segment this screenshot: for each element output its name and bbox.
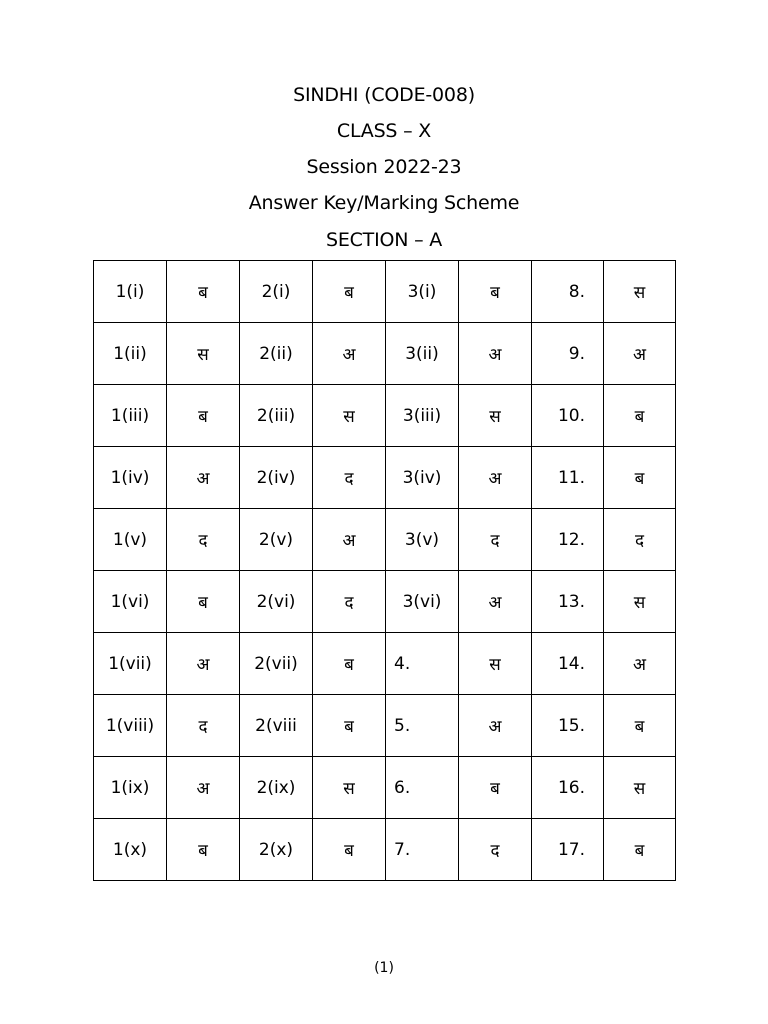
answer-cell: ब	[459, 261, 532, 323]
table-row	[94, 633, 676, 695]
question-number-cell: 10.	[532, 385, 604, 447]
answer-cell: अ	[167, 757, 240, 819]
answer-cell: द	[313, 571, 386, 633]
question-number-cell: 2(v)	[240, 509, 313, 571]
table-row	[94, 695, 676, 757]
question-number-cell: 8.	[532, 261, 604, 323]
question-number-cell: 2(i)	[240, 261, 313, 323]
table-row	[94, 757, 676, 819]
answer-cell: द	[167, 695, 240, 757]
question-number-cell: 13.	[532, 571, 604, 633]
answer-cell: स	[604, 261, 676, 323]
answer-cell: द	[167, 509, 240, 571]
question-number-cell: 7.	[386, 819, 459, 881]
question-number-cell: 1(ix)	[94, 757, 167, 819]
question-number-cell: 2(viii	[240, 695, 313, 757]
question-number-cell: 14.	[532, 633, 604, 695]
answer-cell: अ	[604, 323, 676, 385]
question-number-cell: 5.	[386, 695, 459, 757]
answer-cell: स	[459, 385, 532, 447]
question-number-cell: 3(iv)	[386, 447, 459, 509]
answer-cell: ब	[459, 757, 532, 819]
answer-cell: अ	[459, 571, 532, 633]
question-number-cell: 16.	[532, 757, 604, 819]
answer-cell: स	[313, 385, 386, 447]
question-number-cell: 15.	[532, 695, 604, 757]
answer-cell: ब	[167, 819, 240, 881]
question-number-cell: 1(iii)	[94, 385, 167, 447]
answer-cell: ब	[604, 819, 676, 881]
question-number-cell: 1(viii)	[94, 695, 167, 757]
answer-cell: अ	[167, 633, 240, 695]
answer-cell: अ	[459, 695, 532, 757]
answer-cell: स	[604, 757, 676, 819]
table-row	[94, 385, 676, 447]
table-row	[94, 819, 676, 881]
question-number-cell: 2(ix)	[240, 757, 313, 819]
answer-cell: अ	[459, 323, 532, 385]
answer-cell: स	[604, 571, 676, 633]
answer-key-heading: Answer Key/Marking Scheme	[248, 192, 520, 214]
answer-cell: द	[313, 447, 386, 509]
section-heading: SECTION – A	[325, 229, 443, 251]
answer-cell: ब	[313, 261, 386, 323]
table-row	[94, 261, 676, 323]
answer-key-body	[94, 261, 676, 881]
page-number: (1)	[374, 960, 394, 976]
question-number-cell: 4.	[386, 633, 459, 695]
question-number-cell: 2(vii)	[240, 633, 313, 695]
question-number-cell: 2(vi)	[240, 571, 313, 633]
table-row	[94, 571, 676, 633]
question-number-cell: 2(x)	[240, 819, 313, 881]
question-number-cell: 6.	[386, 757, 459, 819]
question-number-cell: 3(iii)	[386, 385, 459, 447]
answer-cell: अ	[459, 447, 532, 509]
answer-cell: ब	[313, 695, 386, 757]
answer-cell: स	[459, 633, 532, 695]
answer-cell: द	[604, 509, 676, 571]
question-number-cell: 11.	[532, 447, 604, 509]
class-heading: CLASS – X	[336, 120, 432, 142]
table-row	[94, 447, 676, 509]
question-number-cell: 17.	[532, 819, 604, 881]
question-number-cell: 1(x)	[94, 819, 167, 881]
question-number-cell: 1(vii)	[94, 633, 167, 695]
question-number-cell: 3(ii)	[386, 323, 459, 385]
question-number-cell: 3(vi)	[386, 571, 459, 633]
table-row	[94, 323, 676, 385]
answer-cell: ब	[313, 819, 386, 881]
answer-cell: अ	[604, 633, 676, 695]
answer-cell: अ	[313, 323, 386, 385]
answer-cell: ब	[167, 385, 240, 447]
question-number-cell: 1(v)	[94, 509, 167, 571]
answer-cell: द	[459, 819, 532, 881]
answer-cell: ब	[604, 385, 676, 447]
answer-cell: ब	[167, 261, 240, 323]
session-heading: Session 2022-23	[306, 156, 462, 178]
answer-cell: अ	[313, 509, 386, 571]
answer-cell: ब	[604, 447, 676, 509]
question-number-cell: 1(ii)	[94, 323, 167, 385]
question-number-cell: 12.	[532, 509, 604, 571]
answer-cell: स	[167, 323, 240, 385]
answer-cell: द	[459, 509, 532, 571]
answer-cell: स	[313, 757, 386, 819]
table-row	[94, 509, 676, 571]
answer-key-table	[93, 260, 676, 881]
question-number-cell: 2(iv)	[240, 447, 313, 509]
question-number-cell: 1(i)	[94, 261, 167, 323]
question-number-cell: 9.	[532, 323, 604, 385]
answer-cell: अ	[167, 447, 240, 509]
answer-cell: ब	[313, 633, 386, 695]
document-title: SINDHI (CODE-008)	[293, 84, 475, 106]
answer-cell: ब	[604, 695, 676, 757]
question-number-cell: 1(vi)	[94, 571, 167, 633]
answer-cell: ब	[167, 571, 240, 633]
question-number-cell: 3(v)	[386, 509, 459, 571]
question-number-cell: 3(i)	[386, 261, 459, 323]
question-number-cell: 2(iii)	[240, 385, 313, 447]
question-number-cell: 1(iv)	[94, 447, 167, 509]
question-number-cell: 2(ii)	[240, 323, 313, 385]
